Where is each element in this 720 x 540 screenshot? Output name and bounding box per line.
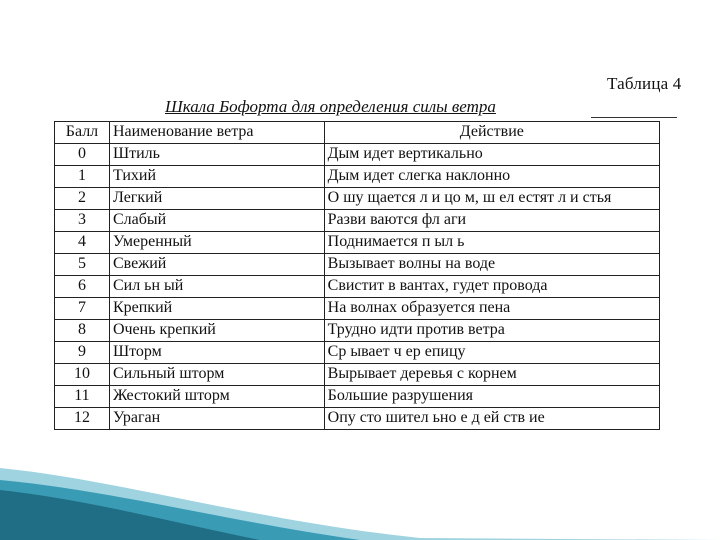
table-row — [55, 144, 660, 166]
cell-action: Дым идет слегка наклонно — [324, 166, 659, 188]
table-row — [55, 232, 660, 254]
table-number-label: Таблица 4 — [607, 74, 682, 93]
cell-ball: 12 — [55, 408, 110, 430]
cell-name: Крепкий — [109, 298, 324, 320]
cell-ball: 11 — [55, 386, 110, 408]
header-name: Наименование ветра — [109, 122, 324, 144]
cell-name: Свежий — [109, 254, 324, 276]
cell-name: Сил ьн ый — [109, 276, 324, 298]
cell-action: Опу сто шител ьно е д ей ств ие — [324, 408, 659, 430]
cell-action: Трудно идти против ветра — [324, 320, 659, 342]
cell-ball: 5 — [55, 254, 110, 276]
cell-ball: 1 — [55, 166, 110, 188]
cell-ball: 3 — [55, 210, 110, 232]
table-body — [55, 144, 660, 430]
header-ball: Балл — [55, 122, 110, 144]
cell-ball: 7 — [55, 298, 110, 320]
table-row — [55, 386, 660, 408]
cell-name: Штиль — [109, 144, 324, 166]
cell-ball: 6 — [55, 276, 110, 298]
cell-name: Сильный шторм — [109, 364, 324, 386]
cell-ball: 10 — [55, 364, 110, 386]
cell-action: Вызывает волны на воде — [324, 254, 659, 276]
cell-action: На волнах образуется пена — [324, 298, 659, 320]
cell-name: Легкий — [109, 188, 324, 210]
title-rule — [591, 117, 677, 118]
table-row — [55, 408, 660, 430]
table-row — [55, 298, 660, 320]
cell-name: Очень крепкий — [109, 320, 324, 342]
cell-name: Жестокий шторм — [109, 386, 324, 408]
beaufort-table — [54, 121, 660, 430]
cell-name: Шторм — [109, 342, 324, 364]
cell-ball: 4 — [55, 232, 110, 254]
table-row — [55, 320, 660, 342]
cell-action: Ср ывает ч ер епицу — [324, 342, 659, 364]
table-header-row — [55, 122, 660, 144]
cell-action: Разви ваются фл аги — [324, 210, 659, 232]
cell-action: Свистит в вантах, гудет провода — [324, 276, 659, 298]
cell-name: Тихий — [109, 166, 324, 188]
cell-ball: 8 — [55, 320, 110, 342]
header-action: Действие — [324, 122, 659, 144]
cell-name: Ураган — [109, 408, 324, 430]
table-row — [55, 276, 660, 298]
table-row — [55, 254, 660, 276]
cell-action: Поднимается п ыл ь — [324, 232, 659, 254]
cell-action: Вырывает деревья с корнем — [324, 364, 659, 386]
cell-ball: 0 — [55, 144, 110, 166]
decorative-wave — [0, 450, 720, 540]
cell-name: Слабый — [109, 210, 324, 232]
table-row — [55, 210, 660, 232]
cell-action: Дым идет вертикально — [324, 144, 659, 166]
table-row — [55, 342, 660, 364]
table-row — [55, 364, 660, 386]
cell-action: О шу щается л и цо м, ш ел естят л и стья — [324, 188, 659, 210]
table-title: Шкала Бофорта для определения силы ветра — [165, 97, 496, 116]
table-row — [55, 166, 660, 188]
cell-ball: 2 — [55, 188, 110, 210]
cell-ball: 9 — [55, 342, 110, 364]
cell-name: Умеренный — [109, 232, 324, 254]
cell-action: Большие разрушения — [324, 386, 659, 408]
table-row — [55, 188, 660, 210]
